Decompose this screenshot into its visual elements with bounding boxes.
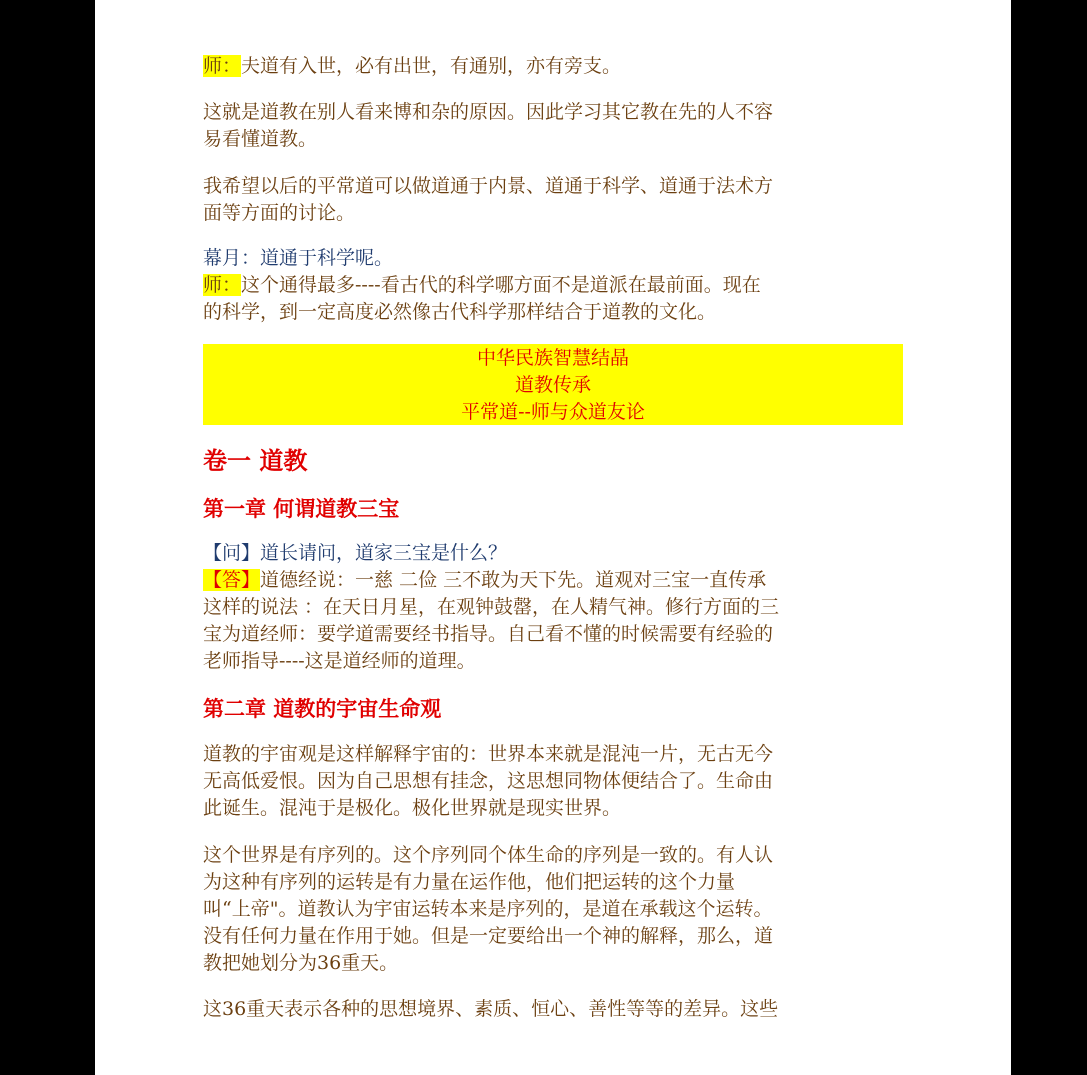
volume-title: 卷一 道教 (203, 447, 308, 475)
paragraph-line: 无高低爱恨。因为自己思想有挂念，这思想同物体便结合了。生命由 (203, 770, 774, 792)
dialogue-text: 这个通得最多----看古代的科学哪方面不是道派在最前面。现在 (241, 274, 761, 296)
paragraph-line: 叫“上帝"。道教认为宇宙运转本来是序列的，是道在承载这个运转。 (203, 898, 773, 920)
paragraph-line: 我希望以后的平常道可以做道通于内景、道通于科学、道通于法术方 (203, 175, 774, 197)
paragraph-line: 为这种有序列的运转是有力量在运作他，他们把运转的这个力量 (203, 871, 736, 893)
chapter-title: 第一章 何谓道教三宝 (203, 497, 400, 521)
paragraph (203, 842, 903, 977)
qa-block (203, 540, 903, 675)
speaker-highlight: 师： (203, 55, 242, 77)
answer-text: 宝为道经师：要学道需要经书指导。自己看不懂的时候需要有经验的 (203, 623, 774, 645)
paragraph-line: 教把她划分为36重天。 (203, 952, 399, 974)
paragraph-line: 此诞生。混沌于是极化。极化世界就是现实世界。 (203, 797, 622, 819)
paragraph-line: 道教的宇宙观是这样解释宇宙的：世界本来就是混沌一片，无古无今 (203, 743, 774, 765)
paragraph-line: 面等方面的讨论。 (203, 202, 356, 224)
paragraph-line: 这个世界是有序列的。这个序列同个体生命的序列是一致的。有人认 (203, 844, 774, 866)
question-text: 道长请问，道家三宝是什么？ (260, 542, 508, 564)
chapter-title: 第二章 道教的宇宙生命观 (203, 697, 442, 721)
highlight-banner (203, 344, 903, 425)
document-page (95, 0, 1011, 1075)
paragraph (203, 996, 903, 1023)
paragraph (203, 173, 903, 227)
banner-line: 道教传承 (514, 374, 591, 396)
question-line: 幕月：道通于科学呢。 (203, 247, 394, 269)
paragraph-line: 这就是道教在别人看来博和杂的原因。因此学习其它教在先的人不容 (203, 101, 774, 123)
answer-text: 这样的说法 ：在天日月星，在观钟鼓罄，在人精气神。修行方面的三 (203, 596, 780, 618)
question-tag: 【问】 (203, 542, 261, 564)
answer-tag: 【答】 (203, 569, 261, 591)
paragraph-line: 这36重天表示各种的思想境界、素质、恒心、善性等等的差异。这些 (203, 998, 779, 1020)
paragraph-line: 易看懂道教。 (203, 128, 318, 150)
banner-line: 平常道--师与众道友论 (461, 401, 645, 423)
paragraph (203, 741, 903, 822)
paragraph (203, 99, 903, 153)
answer-text: 老师指导----这是道经师的道理。 (203, 650, 476, 672)
dialogue-text: 夫道有入世，必有出世，有通别，亦有旁支。 (241, 55, 622, 77)
speaker-highlight: 师： (203, 274, 242, 296)
banner-line: 中华民族智慧结晶 (476, 347, 629, 369)
dialogue-text: 的科学，到一定高度必然像古代科学那样结合于道教的文化。 (203, 301, 717, 323)
dialogue-line (203, 53, 903, 80)
paragraph-line: 没有任何力量在作用于她。但是一定要给出一个神的解释，那么，道 (203, 925, 774, 947)
answer-text: 道德经说：一慈 二俭 三不敢为天下先。道观对三宝一直传承 (260, 569, 767, 591)
dialogue-block (203, 245, 903, 326)
